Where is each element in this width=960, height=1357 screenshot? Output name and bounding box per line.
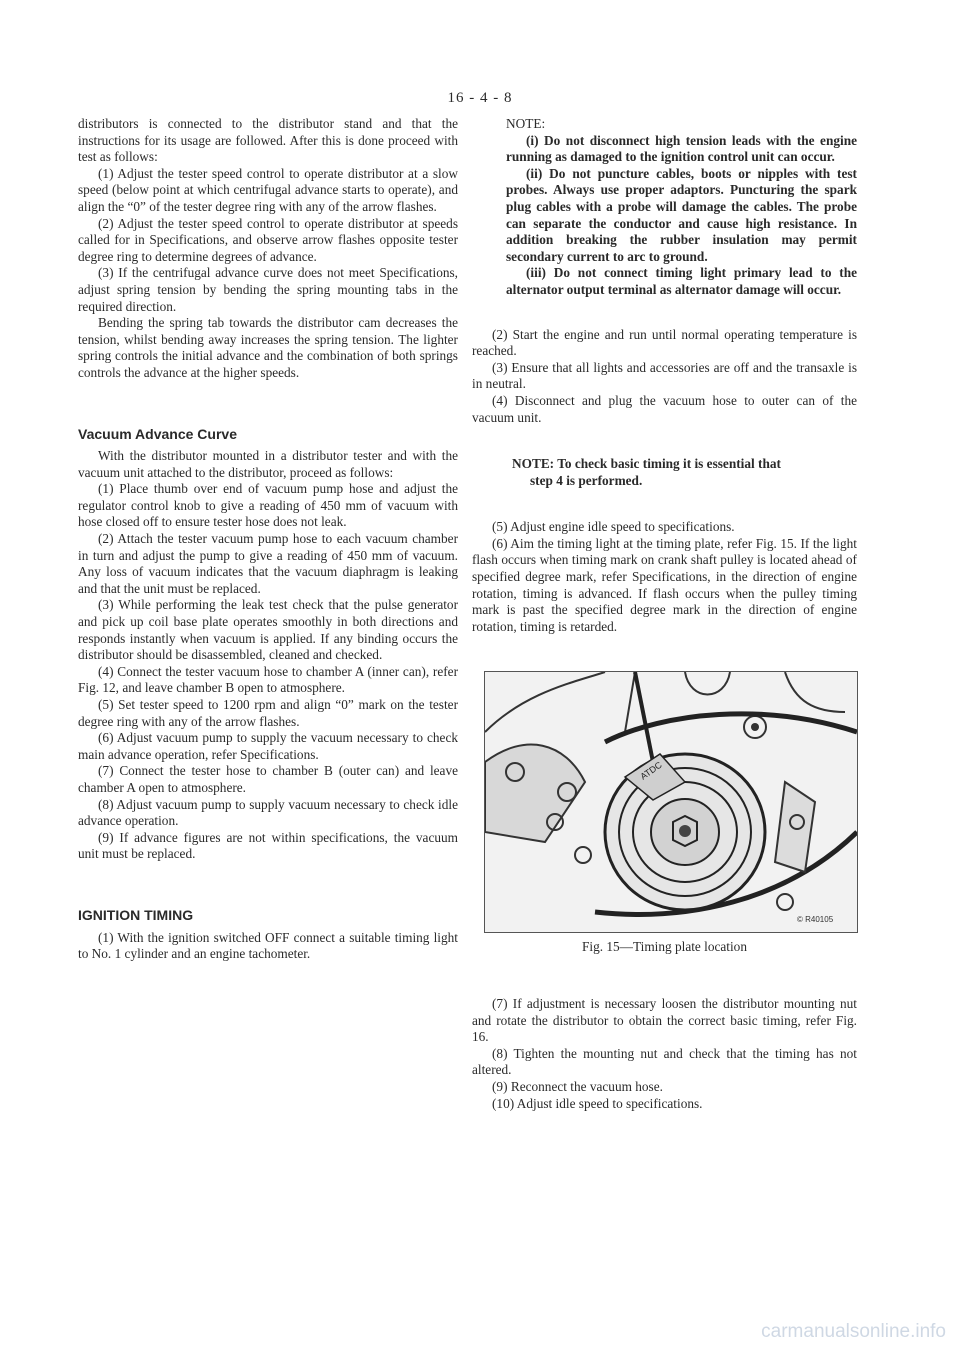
note-label: NOTE: (506, 116, 546, 131)
figure-timing-plate (484, 671, 858, 933)
basic-timing-note-line1: NOTE: To check basic timing it is essential that (512, 456, 781, 472)
vacuum-advance-heading: Vacuum Advance Curve (78, 425, 237, 442)
vacuum-step: (4) Connect the tester vacuum hose to chamber A (inner can), refer Fig. 12, and leave chamber B open to atmosphere. (78, 663, 458, 696)
intro-paragraph: Bending the spring tab towards the distributor cam decreases the tension, whilst bending away increases the spring tension. The lighter spring controls the initial advance and the combination of both springs controls the advance at the higher speeds. (78, 315, 458, 380)
intro-step: (2) Adjust the tester speed control to operate distributor at speeds called for in Specifications, and observe arrow flashes opposite tester degree ring to determine degrees of advance. (78, 215, 458, 264)
timing-step: (6) Aim the timing light at the timing plate, refer Fig. 15. If the light flash occurs when timing mark on crank shaft pulley is located ahead of specified degree mark, refer Specifications, in the direction of engine rotation, timing is advanced. If flash occurs when the pulley timing mark is past the specified degree mark in the direction of engine rotation, timing is retarded. (472, 535, 857, 634)
watermark: carmanualsonline.info (761, 1321, 946, 1342)
vacuum-step: (9) If advance figures are not within specifications, the vacuum unit must be replaced. (78, 829, 458, 862)
page-number: 16 - 4 - 8 (447, 90, 513, 106)
timing-step: (3) Ensure that all lights and accessories are off and the transaxle is in neutral. (472, 359, 857, 392)
vacuum-step: (7) Connect the tester hose to chamber B (outer can) and leave chamber A open to atmosphere. (78, 763, 458, 795)
note-body (506, 133, 857, 299)
vacuum-paragraph: With the distributor mounted in a distributor tester and with the vacuum unit attached to the distributor, proceed as follows: (78, 448, 458, 480)
intro-step: (3) If the centrifugal advance curve does not meet Specifications, adjust spring tension by bending the spring mounting tabs in the required direction. (78, 265, 458, 314)
basic-timing-note (512, 456, 857, 489)
intro-step: (1) Adjust the tester speed control to operate distributor at a slow speed (below point at which centrifugal advance starts to operate), and align the “0” of the tester degree ring with any of the arrow flashes. (78, 165, 458, 214)
vacuum-step: (1) Place thumb over end of vacuum pump hose and adjust the regulator control knob to give a reading of 450 mm of vacuum with hose closed off to ensure tester hose does not leak. (78, 481, 458, 530)
vacuum-step: (2) Attach the tester vacuum pump hose to each vacuum chamber in turn and adjust the pump to give a reading of 450 mm of vacuum. Any loss of vacuum indicates that the vacuum diaphragm is leaking and that the unit must be replaced. (78, 531, 458, 596)
timing-step: (8) Tighten the mounting nut and check that the timing has not altered. (472, 1045, 857, 1078)
timing-plate-illustration (485, 672, 857, 932)
note-item: (ii) Do not puncture cables, boots or nipples with test probes. Always use proper adaptors. Puncturing the spark plug cables with a probe will damage the cables. The probe can separate the conductor and cause high resistance. In addition breaking the rubber insulation may permit secondary current to arc to ground. (506, 165, 857, 264)
timing-step: (9) Reconnect the vacuum hose. (492, 1079, 663, 1094)
vacuum-step: (3) While performing the leak test check that the pulse generator and pick up coil base plate operates smoothly in both directions and responds instantly when vacuum is applied. If any binding occurs the distributor should be disassembled, cleaned and checked. (78, 597, 458, 663)
vacuum-step: (6) Adjust vacuum pump to supply the vacuum necessary to check main advance operation, refer Specifications. (78, 730, 458, 762)
timing-step: (7) If adjustment is necessary loosen the distributor mounting nut and rotate the distributor to obtain the correct basic timing, refer Fig. 16. (472, 996, 857, 1045)
intro-paragraph: distributors is connected to the distributor stand and that the instructions for its usage are followed. After this is done proceed with test as follows: (78, 116, 458, 165)
right-column (472, 116, 857, 1112)
basic-timing-note-line2: step 4 is performed. (530, 472, 643, 488)
vacuum-step: (5) Set tester speed to 1200 rpm and align “0” mark on the tester degree ring with any of the arrow flashes. (78, 697, 458, 729)
timing-plate-label: ATDC (638, 760, 664, 783)
timing-step: (10) Adjust idle speed to specifications. (492, 1095, 703, 1111)
figure-stamp: © R40105 (797, 915, 834, 925)
ignition-step: (1) With the ignition switched OFF connect a suitable timing light to No. 1 cylinder and an engine tachometer. (78, 929, 458, 962)
note-item: (i) Do not disconnect high tension leads with the engine running as damaged to the ignition control unit can occur. (506, 132, 857, 165)
timing-step: (4) Disconnect and plug the vacuum hose to outer can of the vacuum unit. (472, 392, 857, 425)
figure-caption: Fig. 15—Timing plate location (582, 939, 747, 955)
ignition-timing-heading: IGNITION TIMING (78, 906, 194, 923)
timing-step: (5) Adjust engine idle speed to specifications. (492, 519, 735, 535)
note-item: (iii) Do not connect timing light primary lead to the alternator output terminal as alternator damage will occur. (506, 265, 857, 297)
left-column (78, 116, 458, 963)
timing-step: (2) Start the engine and run until normal operating temperature is reached. (472, 326, 857, 359)
vacuum-step: (8) Adjust vacuum pump to supply vacuum necessary to check idle advance operation. (78, 796, 458, 829)
